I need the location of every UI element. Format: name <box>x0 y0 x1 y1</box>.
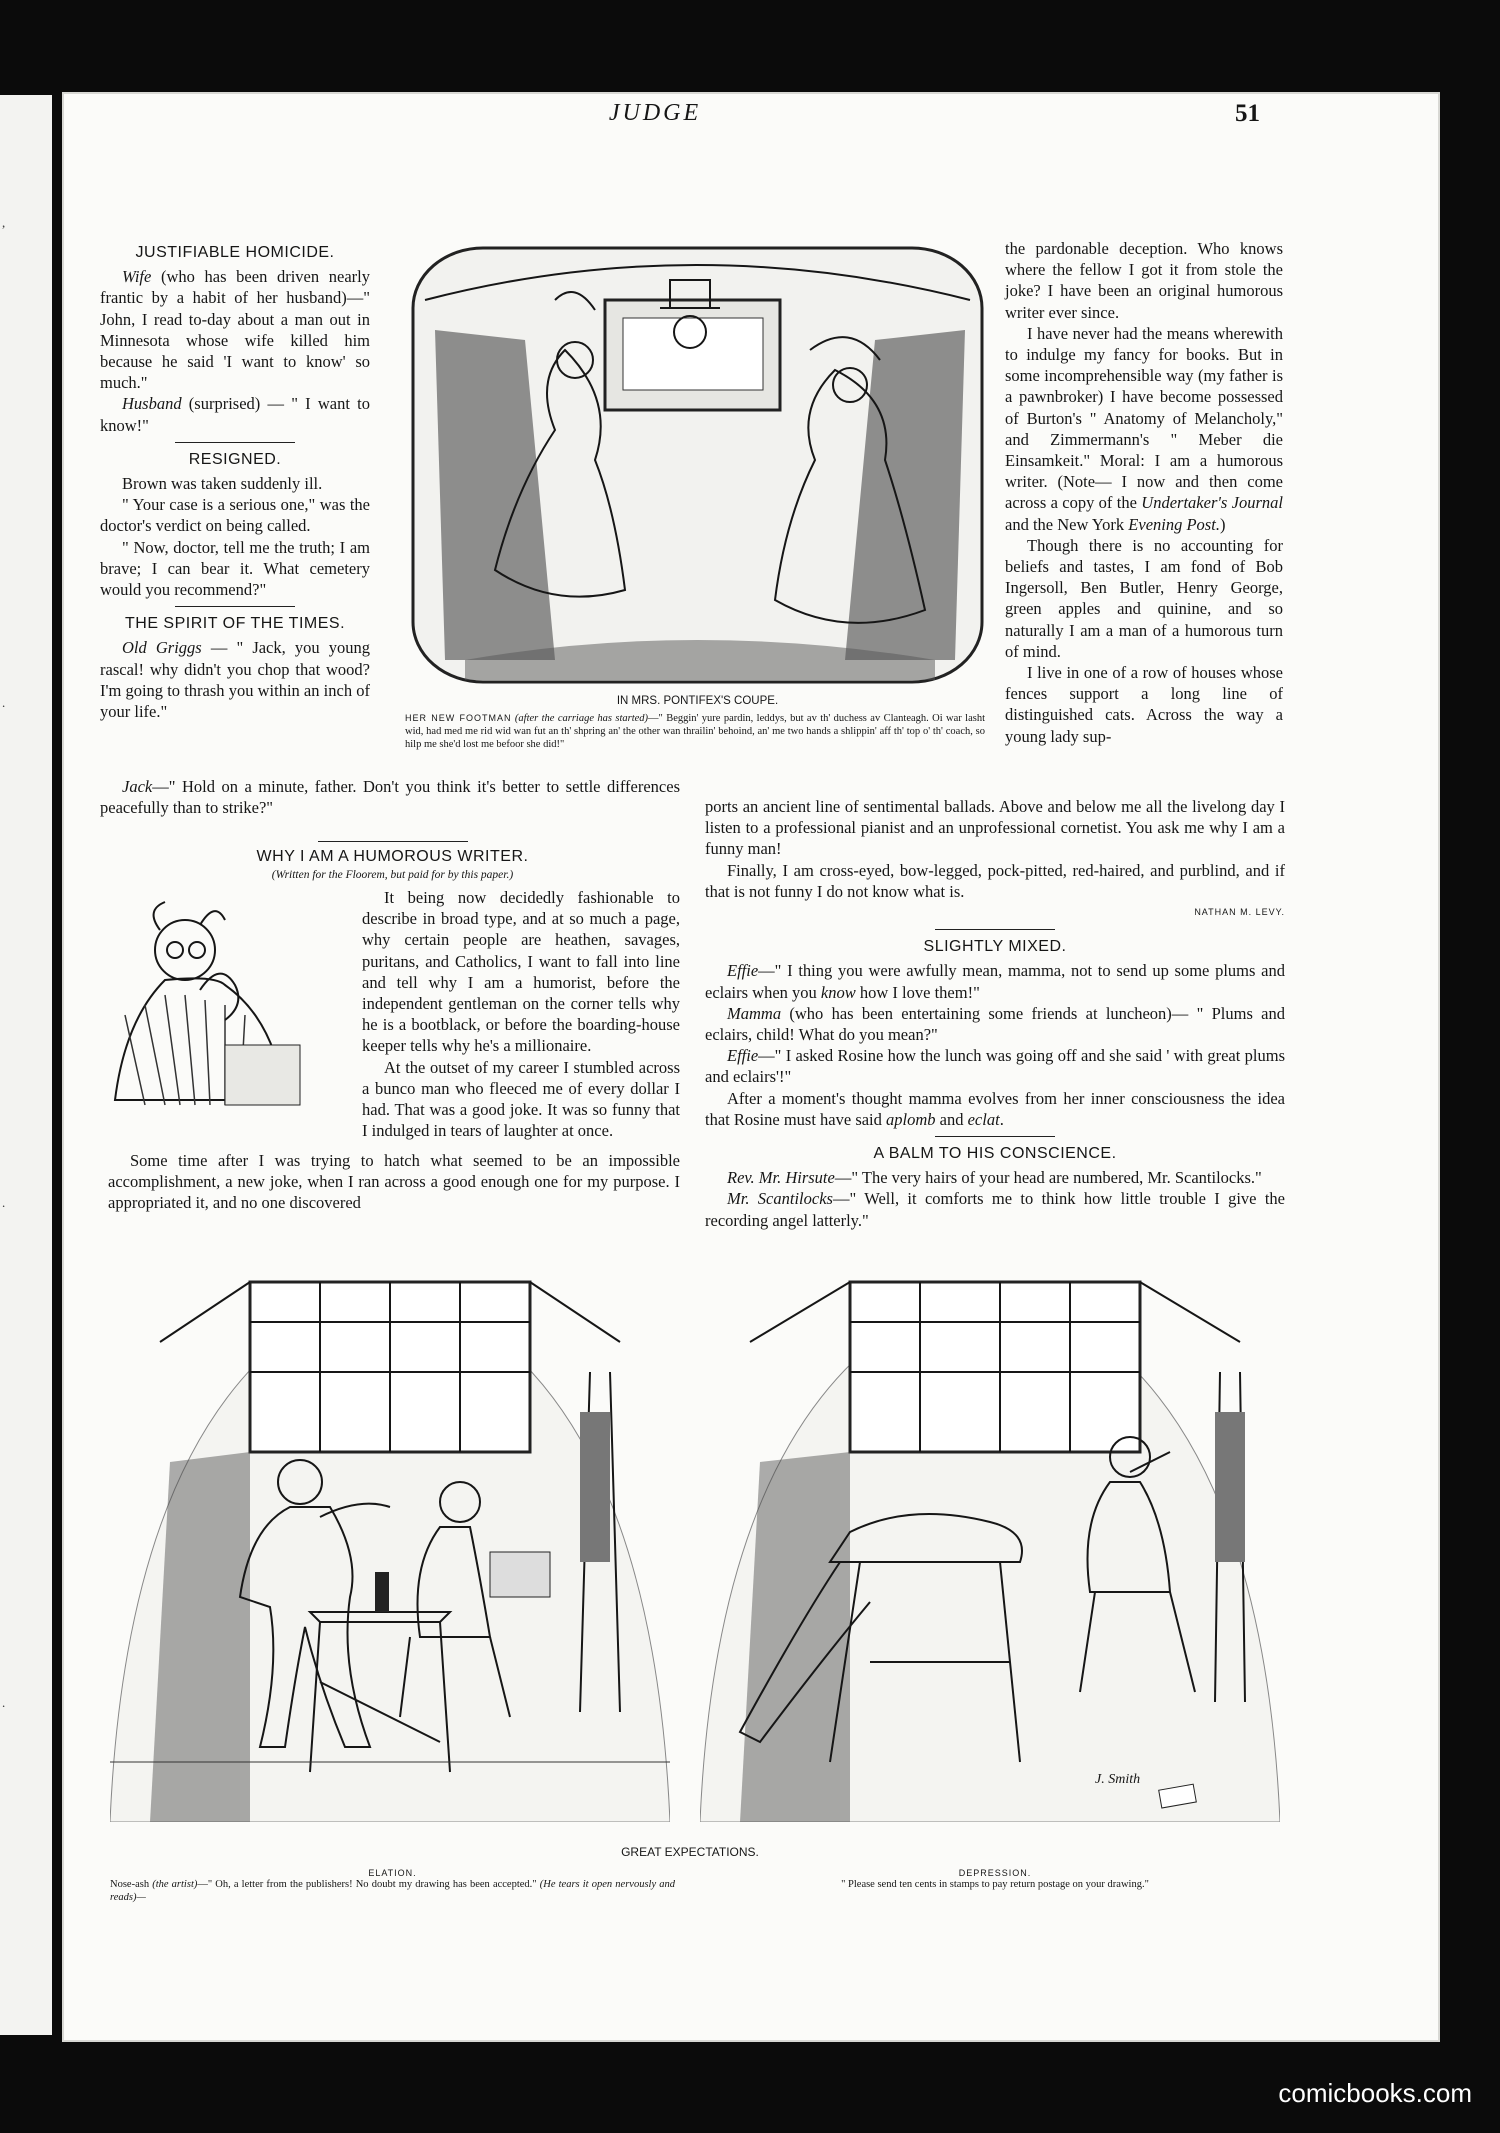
right-column <box>1005 238 1283 747</box>
humorist-portrait <box>105 895 305 1125</box>
humorous-lower-text <box>108 1150 680 1214</box>
author-signature: NATHAN M. LEVY. <box>1194 907 1285 918</box>
depression-caption <box>715 1868 1275 1891</box>
divider <box>318 841 468 842</box>
paragraph: At the outset of my career I stumbled across a bunco man who fleeced me of every dollar I had. That was a good joke. It was so funny that I indulged in tears of laughter at once. <box>362 1057 680 1141</box>
heading-resigned: RESIGNED. <box>188 450 282 468</box>
page-number: 51 <box>1235 100 1260 127</box>
paragraph: Though there is no accounting for beliefs and tastes, I am fond of Bob Ingersoll, Ben Butler, Henry George, green apples and quinine, and so naturally I am a man of a humorous turn of mind. <box>1005 535 1283 661</box>
paragraph: ports an ancient line of sentimental ballads. Above and below me all the livelong day I listen to a professional pianist and an unprofessional cornetist. You ask me why I am a funny man! <box>705 797 1285 859</box>
elation-label: ELATION. <box>368 1868 417 1878</box>
paragraph: Effie—" I thing you were awfully mean, mamma, not to send up some plums and eclairs when you know how I love them!" <box>705 961 1285 1002</box>
paragraph: Rev. Mr. Hirsute—" The very hairs of your head are numbered, Mr. Scantilocks." <box>727 1168 1262 1188</box>
heading-justifiable-homicide: JUSTIFIABLE HOMICIDE. <box>135 244 335 261</box>
article-subheading: (Written for the Floorem, but paid for by this paper.) <box>271 869 514 881</box>
humorist-drawing <box>105 895 305 1125</box>
elation-drawing <box>110 1262 670 1822</box>
paragraph: Old Griggs — " Jack, you young rascal! why didn't you chop that wood? I'm going to thrash you within an inch of your life." <box>100 638 370 722</box>
paragraph: Effie—" I asked Rosine how the lunch was going off and she said ' with great plums and eclairs'!" <box>705 1046 1285 1087</box>
coupe-caption: HER NEW FOOTMAN (after the carriage has started)—" Beggin' yure pardin, leddys, but av th' duchess av Clanteagh. Oi war lasht wid, had med me rid wid wan fut an th' shpring an' the other wan thrailin' behoind, an' me two hands a shlippin' aff th' top o' th' coach, so hilp me she'd lost me befoor she did!" <box>405 713 985 750</box>
adjacent-page-edge: , . . . <box>0 95 52 2035</box>
paragraph: Some time after I was trying to hatch what seemed to be an impossible accomplishment, a new joke, when I ran across a good enough one for my purpose. I appropriated it, and no one discovered <box>108 1151 680 1213</box>
divider <box>175 442 295 443</box>
carriage-illustration <box>405 240 990 707</box>
paragraph: Brown was taken suddenly ill. <box>122 474 323 494</box>
right-wide-column <box>705 796 1285 1231</box>
paragraph: Jack—" Hold on a minute, father. Don't you think it's better to settle differences peacefully than to strike?" <box>100 777 680 818</box>
elation-caption-text: Nose-ash (the artist)—" Oh, a letter from the publishers! No doubt my drawing has been accepted." (He tears it open nervously and reads)— <box>110 1879 675 1903</box>
heading-balm-to-his-conscience: A BALM TO HIS CONSCIENCE. <box>873 1145 1117 1163</box>
divider <box>935 1136 1055 1137</box>
depression-label: DEPRESSION. <box>958 1868 1032 1878</box>
divider <box>175 606 295 607</box>
humorous-intro-column <box>362 887 680 1141</box>
depression-caption-text: " Please send ten cents in stamps to pay return postage on your drawing." <box>841 1879 1149 1890</box>
paragraph: Husband (surprised) — " I want to know!" <box>100 394 370 435</box>
paragraph: " Your case is a serious one," was the doctor's verdict on being called. <box>100 495 370 536</box>
heading-slightly-mixed: SLIGHTLY MIXED. <box>923 938 1067 956</box>
paragraph: It being now decidedly fashionable to describe in broad type, and at so much a page, why certain people are heathen, savages, puritans, and Catholics, I want to fall into line and tell why I am a humorist, before the independent gentleman on the corner tells why he is a bootblack, or before the boarding-house keeper tells why he's a millionaire. <box>362 888 680 1056</box>
great-expectations-title: GREAT EXPECTATIONS. <box>621 1845 759 1859</box>
paragraph: I live in one of a row of houses whose fences support a long line of distinguished cats. Across the way a young lady sup- <box>1005 663 1283 746</box>
left-column <box>100 238 370 722</box>
heading-spirit-of-the-times: THE SPIRIT OF THE TIMES. <box>124 615 346 633</box>
coupe-caption-title: IN MRS. PONTIFEX'S COUPE. <box>616 695 779 707</box>
elation-illustration <box>110 1262 670 1822</box>
paragraph: " Now, doctor, tell me the truth; I am brave; I can bear it. What cemetery would you recommend?" <box>100 537 370 600</box>
paragraph: I have never had the means wherewith to indulge my fancy for books. But in some incomprehensible way (my father is a pawnbroker) I have become possessed of Burton's " Anatomy of Melancholy," and Zimmermann's " Meber die Einsamkeit." Moral: I am a humorous writer. (Note— I now and then come across a copy of the Undertaker's Journal and the New York Evening Post.) <box>1005 323 1283 534</box>
paragraph: Wife (who has been driven nearly frantic by a habit of her husband)—" John, I read to-day about a man out in Minnesota whose wife killed him because he said 'I want to know' so much." <box>100 267 370 393</box>
depression-illustration <box>700 1262 1280 1822</box>
elation-caption <box>110 1868 675 1904</box>
heading-why-i-am-a-humorous-writer: WHY I AM A HUMOROUS WRITER. <box>256 848 529 865</box>
site-watermark: comicbooks.com <box>1278 2078 1472 2108</box>
paragraph: Finally, I am cross-eyed, bow-legged, pock-pitted, red-haired, and purblind, and if that is not funny I do not know what is. <box>705 860 1285 901</box>
coupe-drawing <box>405 240 990 690</box>
magazine-title: JUDGE <box>608 100 702 126</box>
paragraph: Mamma (who has been entertaining some friends at luncheon)— " Plums and eclairs, child! What do you mean?" <box>705 1003 1285 1045</box>
depression-drawing <box>700 1262 1280 1822</box>
paragraph: Mr. Scantilocks—" Well, it comforts me to think how little trouble I give the recording angel latterly." <box>705 1189 1286 1230</box>
humorous-writer-article <box>105 835 680 889</box>
paragraph: the pardonable deception. Who knows where the fellow I got it from stole the joke? I have been an original humorous writer ever since. <box>1005 239 1283 322</box>
divider <box>935 929 1055 930</box>
artist-signature: J. Smith <box>1095 1772 1141 1787</box>
spirit-continuation <box>100 776 680 818</box>
paragraph: After a moment's thought mamma evolves from her inner consciousness the idea that Rosine must have said aplomb and eclat. <box>705 1088 1285 1129</box>
